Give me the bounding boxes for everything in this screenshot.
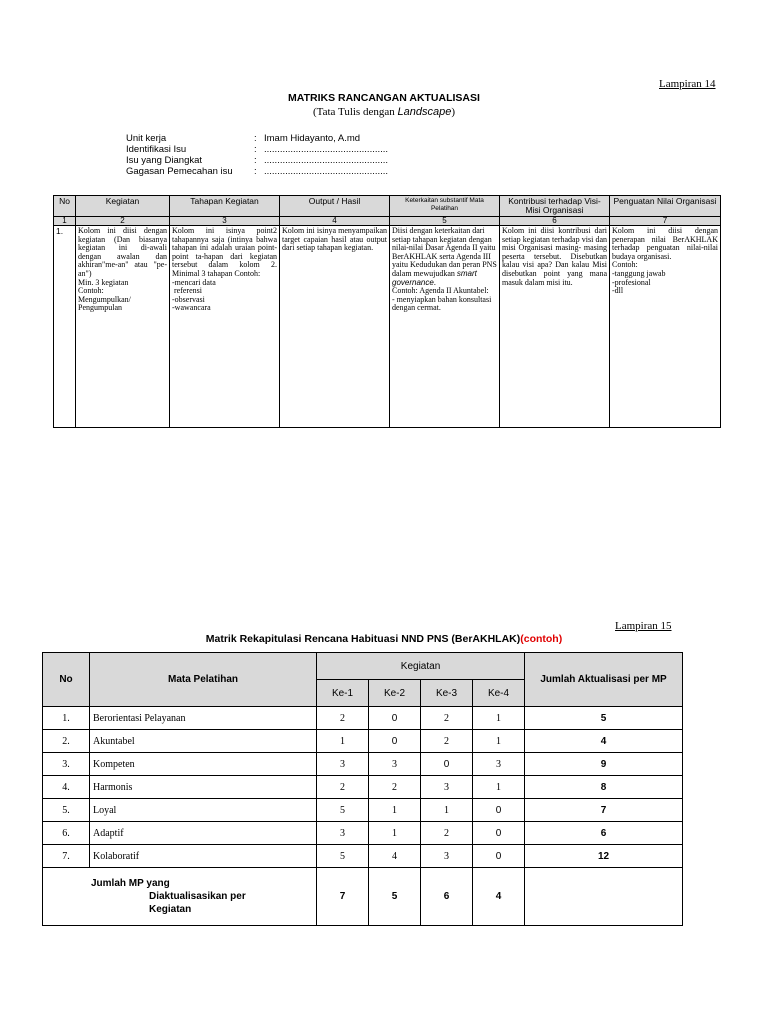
recap-header-ke: Ke-3 [421, 680, 473, 707]
recap-header-kegiatan: Kegiatan [317, 653, 525, 680]
tahapan-line: referensi [172, 286, 202, 296]
info-identifikasi-isu [126, 144, 388, 155]
info-sep: : [254, 166, 257, 177]
tahapan-line: -wawancara [172, 303, 211, 313]
cell-output [280, 226, 390, 428]
row-k4: 0 [473, 845, 525, 868]
row-total: 12 [525, 845, 683, 868]
lampiran-14-label: Lampiran 14 [659, 78, 716, 90]
footer-value: 5 [369, 868, 421, 926]
info-unit-kerja [126, 133, 360, 144]
row-k3: 2 [421, 730, 473, 753]
recap-title-main: Matrik Rekapitulasi Rencana Habituasi NND PNS (BerAKHLAK) [205, 633, 521, 645]
info-isu-diangkat [126, 155, 388, 166]
header-kegiatan: Kegiatan [76, 196, 170, 217]
subtitle-italic: Landscape [397, 106, 452, 118]
info-sep: : [254, 155, 257, 166]
row-total: 6 [525, 822, 683, 845]
info-gagasan [126, 166, 388, 177]
table-row [43, 799, 683, 822]
cell-tahapan [170, 226, 280, 428]
recap-header-ke: Ke-2 [369, 680, 421, 707]
info-label: Unit kerja [126, 133, 167, 144]
lampiran-15-label: Lampiran 15 [615, 620, 672, 632]
footer-value: 4 [473, 868, 525, 926]
output-line: Kolom ini isinya menyampaikan target capaian hasil atau output dari setiap tahapan kegiatan. [282, 226, 387, 253]
row-no: 5. [43, 799, 90, 822]
cell-keterkaitan [390, 226, 500, 428]
row-k3: 1 [421, 799, 473, 822]
info-value: ............................................... [264, 144, 389, 155]
row-name: Kolaboratif [90, 845, 317, 868]
recap-header-row [43, 653, 683, 680]
footer-value: 6 [421, 868, 473, 926]
header-keterkaitan: Keterkaitan substantif Mata Pelatihan [390, 196, 500, 217]
col-number: 7 [610, 217, 721, 226]
table-row [43, 730, 683, 753]
keterkaitan-line: Contoh: Agenda II Akuntabel: [392, 286, 489, 296]
col-number: 1 [54, 217, 76, 226]
kegiatan-line: Mengumpulkan/ Pengumpulan [78, 294, 131, 313]
keterkaitan-italic: smart governance [392, 268, 477, 287]
table-row [43, 776, 683, 799]
subtitle-post: ) [451, 106, 455, 118]
kegiatan-line: Min. 3 kegiatan [78, 277, 129, 287]
row-k4: 1 [473, 730, 525, 753]
row-name: Adaptif [90, 822, 317, 845]
matrix-number-row [54, 217, 721, 226]
table-row [43, 753, 683, 776]
matrix-body-row [54, 226, 721, 428]
tahapan-line: -mencari data [172, 277, 216, 287]
row-k1: 5 [317, 799, 369, 822]
header-penguatan: Penguatan Nilai Organisasi [610, 196, 721, 217]
row-name: Berorientasi Pelayanan [90, 707, 317, 730]
footer-label-line: Jumlah MP yang [91, 878, 170, 889]
info-value: ............................................... [264, 166, 389, 177]
row-total: 5 [525, 707, 683, 730]
footer-value: 7 [317, 868, 369, 926]
row-k3: 0 [421, 753, 473, 776]
recap-header-no: No [43, 653, 90, 707]
matrix-header-row [54, 196, 721, 217]
footer-label-line: Diaktualisasikan per [149, 891, 246, 902]
header-no: No [54, 196, 76, 217]
row-k2: 0 [369, 707, 421, 730]
matrix-table [53, 195, 721, 428]
recap-title-contoh: (contoh) [520, 633, 563, 645]
row-no: 1. [54, 226, 76, 428]
row-k1: 3 [317, 753, 369, 776]
row-k2: 4 [369, 845, 421, 868]
kontribusi-line: Kolom ini diisi kontribusi dari setiap kegiatan terhadap visi dan misi Organisasi masing- masing peserta tersebut. Disebutkan kalau visi apa? Dan kalau Misi disebutkan point yang mana masuk dalam misi itu. [502, 226, 607, 287]
row-name: Harmonis [90, 776, 317, 799]
penguatan-line: -profesional [612, 277, 651, 287]
header-kontribusi: Kontribusi terhadap Visi-Misi Organisasi [500, 196, 610, 217]
col-number: 2 [76, 217, 170, 226]
row-k4: 0 [473, 799, 525, 822]
cell-kontribusi [500, 226, 610, 428]
info-label: Isu yang Diangkat [126, 155, 203, 166]
row-k2: 1 [369, 822, 421, 845]
row-total: 9 [525, 753, 683, 776]
table-row [43, 822, 683, 845]
cell-penguatan [610, 226, 721, 428]
row-no: 2. [43, 730, 90, 753]
row-no: 3. [43, 753, 90, 776]
row-k2: 3 [369, 753, 421, 776]
recap-table [42, 652, 683, 926]
row-k3: 3 [421, 845, 473, 868]
col-number: 3 [170, 217, 280, 226]
row-total: 7 [525, 799, 683, 822]
row-k2: 0 [369, 730, 421, 753]
info-sep: : [254, 133, 257, 144]
keterkaitan-part: Diisi dengan keterkaitan dari setiap tahapan kegiatan dengan nilai-nilai Dasar Agenda II yaitu BerAKHLAK serta Agenda III yaitu Kedudukan dan peran PNS dalam mewujudkan [392, 226, 497, 278]
recap-header-ke: Ke-1 [317, 680, 369, 707]
col-number: 4 [280, 217, 390, 226]
penguatan-line: -tanggung jawab [612, 268, 666, 278]
tahapan-line: Kolom ini isinya point2 tahapannya saja (intinya bahwa tahapan ini adalah uraian point-point ta-hapan dari kegiatan tersebut dalam kolom 2. Minimal 3 tahapan Contoh: [172, 226, 277, 278]
info-value: ............................................... [264, 155, 389, 166]
keterkaitan-text [392, 227, 497, 287]
info-label: Identifikasi Isu [126, 144, 187, 155]
table-row [43, 845, 683, 868]
penguatan-line: -dll [612, 286, 624, 296]
header-output: Output / Hasil [280, 196, 390, 217]
row-k2: 1 [369, 799, 421, 822]
row-name: Kompeten [90, 753, 317, 776]
recap-title [0, 633, 768, 645]
tahapan-line: -observasi [172, 294, 205, 304]
matrix-title: MATRIKS RANCANGAN AKTUALISASI [288, 92, 480, 104]
kegiatan-line: Contoh: [78, 286, 104, 296]
footer-label [43, 868, 317, 926]
row-k4: 1 [473, 776, 525, 799]
kegiatan-line: Kolom ini diisi dengan kegiatan (Dan biasanya kegiatan ini di-awali dengan awalan dan akhiran"me-an" atau "pe-an") [78, 226, 167, 278]
row-no: 7. [43, 845, 90, 868]
row-k1: 5 [317, 845, 369, 868]
penguatan-line: Kolom ini diisi dengan penerapan nilai BerAKHLAK terhadap penguatan nilai-nilai budaya organisasi. [612, 226, 718, 261]
keterkaitan-line: - menyiapkan bahan konsultasi dengan cermat. [392, 294, 492, 313]
header-tahapan: Tahapan Kegiatan [170, 196, 280, 217]
recap-header-ke: Ke-4 [473, 680, 525, 707]
footer-label-line: Kegiatan [149, 904, 192, 915]
table-row [43, 707, 683, 730]
row-k1: 2 [317, 776, 369, 799]
keterkaitan-part: . [433, 277, 436, 287]
row-k3: 2 [421, 822, 473, 845]
row-k1: 2 [317, 707, 369, 730]
penguatan-line: Contoh: [612, 260, 638, 270]
info-value: Imam Hidayanto, A.md [264, 133, 361, 144]
col-number: 5 [390, 217, 500, 226]
info-label: Gagasan Pemecahan isu [126, 166, 233, 177]
row-k4: 1 [473, 707, 525, 730]
matrix-subtitle [0, 106, 768, 118]
recap-header-jumlah: Jumlah Aktualisasi per MP [525, 653, 683, 707]
row-k1: 3 [317, 822, 369, 845]
col-number: 6 [500, 217, 610, 226]
row-total: 4 [525, 730, 683, 753]
row-k3: 3 [421, 776, 473, 799]
row-name: Akuntabel [90, 730, 317, 753]
row-k2: 2 [369, 776, 421, 799]
row-no: 4. [43, 776, 90, 799]
row-total: 8 [525, 776, 683, 799]
footer-last [525, 868, 683, 926]
info-sep: : [254, 144, 257, 155]
row-k1: 1 [317, 730, 369, 753]
row-k4: 0 [473, 822, 525, 845]
row-no: 6. [43, 822, 90, 845]
row-no: 1. [43, 707, 90, 730]
recap-footer-row [43, 868, 683, 926]
cell-kegiatan [76, 226, 170, 428]
row-name: Loyal [90, 799, 317, 822]
row-k3: 2 [421, 707, 473, 730]
subtitle-pre: (Tata Tulis dengan [313, 106, 398, 118]
recap-header-mata-pelatihan: Mata Pelatihan [90, 653, 317, 707]
row-k4: 3 [473, 753, 525, 776]
